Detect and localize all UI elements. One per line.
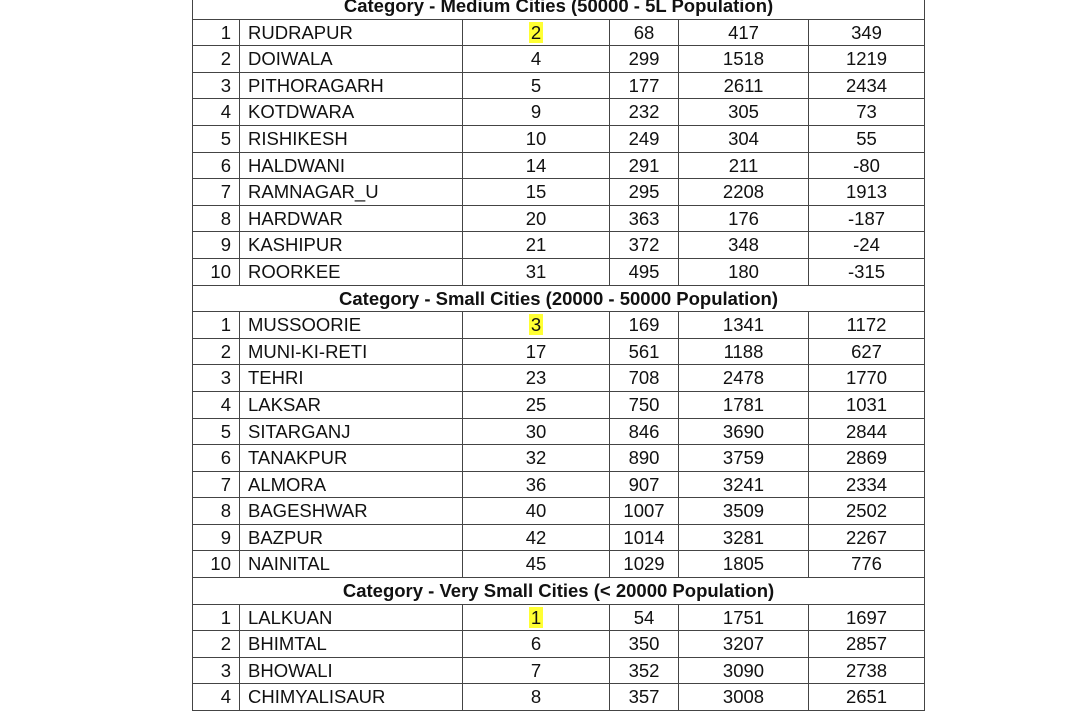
score-value: 1014	[610, 524, 679, 551]
difference-value: -187	[809, 205, 925, 232]
column-5-value: 1751	[679, 604, 809, 631]
city-name: RUDRAPUR	[240, 19, 463, 46]
column-5-value: 3090	[679, 657, 809, 684]
category-header-row	[193, 285, 925, 312]
serial-number: 4	[193, 99, 240, 126]
serial-number: 1	[193, 604, 240, 631]
table-row	[193, 19, 925, 46]
table-row	[193, 631, 925, 658]
rank-value: 25	[463, 391, 610, 418]
rank-value: 8	[463, 684, 610, 711]
difference-value: 776	[809, 551, 925, 578]
score-value: 1007	[610, 498, 679, 525]
score-value: 352	[610, 657, 679, 684]
highlighted-rank: 2	[530, 21, 542, 43]
city-ranking-table	[192, 0, 925, 711]
rank-value: 15	[463, 179, 610, 206]
city-name: TANAKPUR	[240, 445, 463, 472]
serial-number: 4	[193, 684, 240, 711]
difference-value: -315	[809, 258, 925, 285]
column-5-value: 3759	[679, 445, 809, 472]
column-5-value: 305	[679, 99, 809, 126]
difference-value: 2857	[809, 631, 925, 658]
rank-value: 45	[463, 551, 610, 578]
table-row	[193, 551, 925, 578]
column-5-value: 3509	[679, 498, 809, 525]
city-name: HARDWAR	[240, 205, 463, 232]
score-value: 68	[610, 19, 679, 46]
table-row	[193, 179, 925, 206]
column-5-value: 348	[679, 232, 809, 259]
score-value: 350	[610, 631, 679, 658]
serial-number: 3	[193, 365, 240, 392]
difference-value: 2869	[809, 445, 925, 472]
rank-value: 21	[463, 232, 610, 259]
city-name: MUSSOORIE	[240, 312, 463, 339]
rank-value: 14	[463, 152, 610, 179]
difference-value: 55	[809, 125, 925, 152]
difference-value: 2738	[809, 657, 925, 684]
city-name: KOTDWARA	[240, 99, 463, 126]
city-name: HALDWANI	[240, 152, 463, 179]
serial-number: 9	[193, 232, 240, 259]
score-value: 169	[610, 312, 679, 339]
score-value: 177	[610, 72, 679, 99]
score-value: 750	[610, 391, 679, 418]
city-name: LAKSAR	[240, 391, 463, 418]
column-5-value: 3281	[679, 524, 809, 551]
highlighted-rank: 3	[530, 314, 542, 336]
score-value: 495	[610, 258, 679, 285]
difference-value: 1913	[809, 179, 925, 206]
column-5-value: 1805	[679, 551, 809, 578]
serial-number: 9	[193, 524, 240, 551]
rank-value: 4	[463, 46, 610, 73]
city-name: BHIMTAL	[240, 631, 463, 658]
rank-value: 31	[463, 258, 610, 285]
table-row	[193, 99, 925, 126]
score-value: 561	[610, 338, 679, 365]
column-5-value: 2208	[679, 179, 809, 206]
city-name: LALKUAN	[240, 604, 463, 631]
table-row	[193, 684, 925, 711]
city-name: CHIMYALISAUR	[240, 684, 463, 711]
difference-value: 73	[809, 99, 925, 126]
city-name: ROORKEE	[240, 258, 463, 285]
difference-value: 2502	[809, 498, 925, 525]
score-value: 890	[610, 445, 679, 472]
column-5-value: 304	[679, 125, 809, 152]
serial-number: 1	[193, 312, 240, 339]
rank-value: 36	[463, 471, 610, 498]
column-5-value: 3207	[679, 631, 809, 658]
column-5-value: 2611	[679, 72, 809, 99]
table-row	[193, 46, 925, 73]
table-row	[193, 152, 925, 179]
city-name: ALMORA	[240, 471, 463, 498]
serial-number: 2	[193, 338, 240, 365]
difference-value: 2434	[809, 72, 925, 99]
rank-value	[463, 604, 610, 631]
table-row	[193, 205, 925, 232]
rank-value: 23	[463, 365, 610, 392]
city-name: KASHIPUR	[240, 232, 463, 259]
city-name: NAINITAL	[240, 551, 463, 578]
column-5-value: 1781	[679, 391, 809, 418]
table-row	[193, 657, 925, 684]
serial-number: 8	[193, 205, 240, 232]
category-title: Category - Very Small Cities (< 20000 Population)	[193, 578, 925, 605]
rank-value: 42	[463, 524, 610, 551]
city-name: BHOWALI	[240, 657, 463, 684]
rank-value: 6	[463, 631, 610, 658]
table-row	[193, 312, 925, 339]
table-row	[193, 524, 925, 551]
serial-number: 2	[193, 631, 240, 658]
city-name: RAMNAGAR_U	[240, 179, 463, 206]
city-name: MUNI-KI-RETI	[240, 338, 463, 365]
score-value: 54	[610, 604, 679, 631]
difference-value: 627	[809, 338, 925, 365]
score-value: 357	[610, 684, 679, 711]
table-row	[193, 232, 925, 259]
serial-number: 10	[193, 551, 240, 578]
score-value: 907	[610, 471, 679, 498]
column-5-value: 176	[679, 205, 809, 232]
column-5-value: 3690	[679, 418, 809, 445]
score-value: 372	[610, 232, 679, 259]
city-name: PITHORAGARH	[240, 72, 463, 99]
rank-value: 5	[463, 72, 610, 99]
table-row	[193, 72, 925, 99]
category-title: Category - Medium Cities (50000 - 5L Population)	[193, 0, 925, 19]
city-name: BAZPUR	[240, 524, 463, 551]
column-5-value: 1188	[679, 338, 809, 365]
serial-number: 8	[193, 498, 240, 525]
difference-value: 1219	[809, 46, 925, 73]
table-row	[193, 338, 925, 365]
table-row	[193, 445, 925, 472]
score-value: 232	[610, 99, 679, 126]
ranking-document	[192, 0, 924, 711]
difference-value: 1697	[809, 604, 925, 631]
serial-number: 10	[193, 258, 240, 285]
difference-value: 1172	[809, 312, 925, 339]
serial-number: 6	[193, 152, 240, 179]
serial-number: 4	[193, 391, 240, 418]
table-body	[193, 0, 925, 711]
table-row	[193, 418, 925, 445]
serial-number: 7	[193, 179, 240, 206]
rank-value: 17	[463, 338, 610, 365]
column-5-value: 3008	[679, 684, 809, 711]
rank-value: 7	[463, 657, 610, 684]
serial-number: 2	[193, 46, 240, 73]
serial-number: 5	[193, 418, 240, 445]
city-name: RISHIKESH	[240, 125, 463, 152]
difference-value: 1770	[809, 365, 925, 392]
score-value: 291	[610, 152, 679, 179]
serial-number: 1	[193, 19, 240, 46]
rank-value: 30	[463, 418, 610, 445]
score-value: 846	[610, 418, 679, 445]
rank-value	[463, 19, 610, 46]
table-row	[193, 471, 925, 498]
score-value: 299	[610, 46, 679, 73]
category-header-row	[193, 578, 925, 605]
table-row	[193, 391, 925, 418]
city-name: DOIWALA	[240, 46, 463, 73]
category-title: Category - Small Cities (20000 - 50000 Population)	[193, 285, 925, 312]
column-5-value: 3241	[679, 471, 809, 498]
rank-value: 20	[463, 205, 610, 232]
serial-number: 6	[193, 445, 240, 472]
difference-value: 349	[809, 19, 925, 46]
serial-number: 7	[193, 471, 240, 498]
rank-value: 10	[463, 125, 610, 152]
difference-value: 2844	[809, 418, 925, 445]
score-value: 295	[610, 179, 679, 206]
city-name: BAGESHWAR	[240, 498, 463, 525]
highlighted-rank: 1	[530, 606, 542, 628]
score-value: 1029	[610, 551, 679, 578]
column-5-value: 2478	[679, 365, 809, 392]
difference-value: 1031	[809, 391, 925, 418]
category-header-row	[193, 0, 925, 19]
difference-value: -24	[809, 232, 925, 259]
table-row	[193, 258, 925, 285]
serial-number: 5	[193, 125, 240, 152]
table-row	[193, 498, 925, 525]
rank-value: 40	[463, 498, 610, 525]
rank-value: 32	[463, 445, 610, 472]
city-name: SITARGANJ	[240, 418, 463, 445]
serial-number: 3	[193, 657, 240, 684]
difference-value: 2334	[809, 471, 925, 498]
column-5-value: 1518	[679, 46, 809, 73]
score-value: 363	[610, 205, 679, 232]
table-row	[193, 125, 925, 152]
column-5-value: 417	[679, 19, 809, 46]
serial-number: 3	[193, 72, 240, 99]
difference-value: -80	[809, 152, 925, 179]
difference-value: 2651	[809, 684, 925, 711]
table-row	[193, 365, 925, 392]
table-row	[193, 604, 925, 631]
rank-value: 9	[463, 99, 610, 126]
column-5-value: 211	[679, 152, 809, 179]
score-value: 708	[610, 365, 679, 392]
score-value: 249	[610, 125, 679, 152]
rank-value	[463, 312, 610, 339]
difference-value: 2267	[809, 524, 925, 551]
column-5-value: 180	[679, 258, 809, 285]
column-5-value: 1341	[679, 312, 809, 339]
city-name: TEHRI	[240, 365, 463, 392]
